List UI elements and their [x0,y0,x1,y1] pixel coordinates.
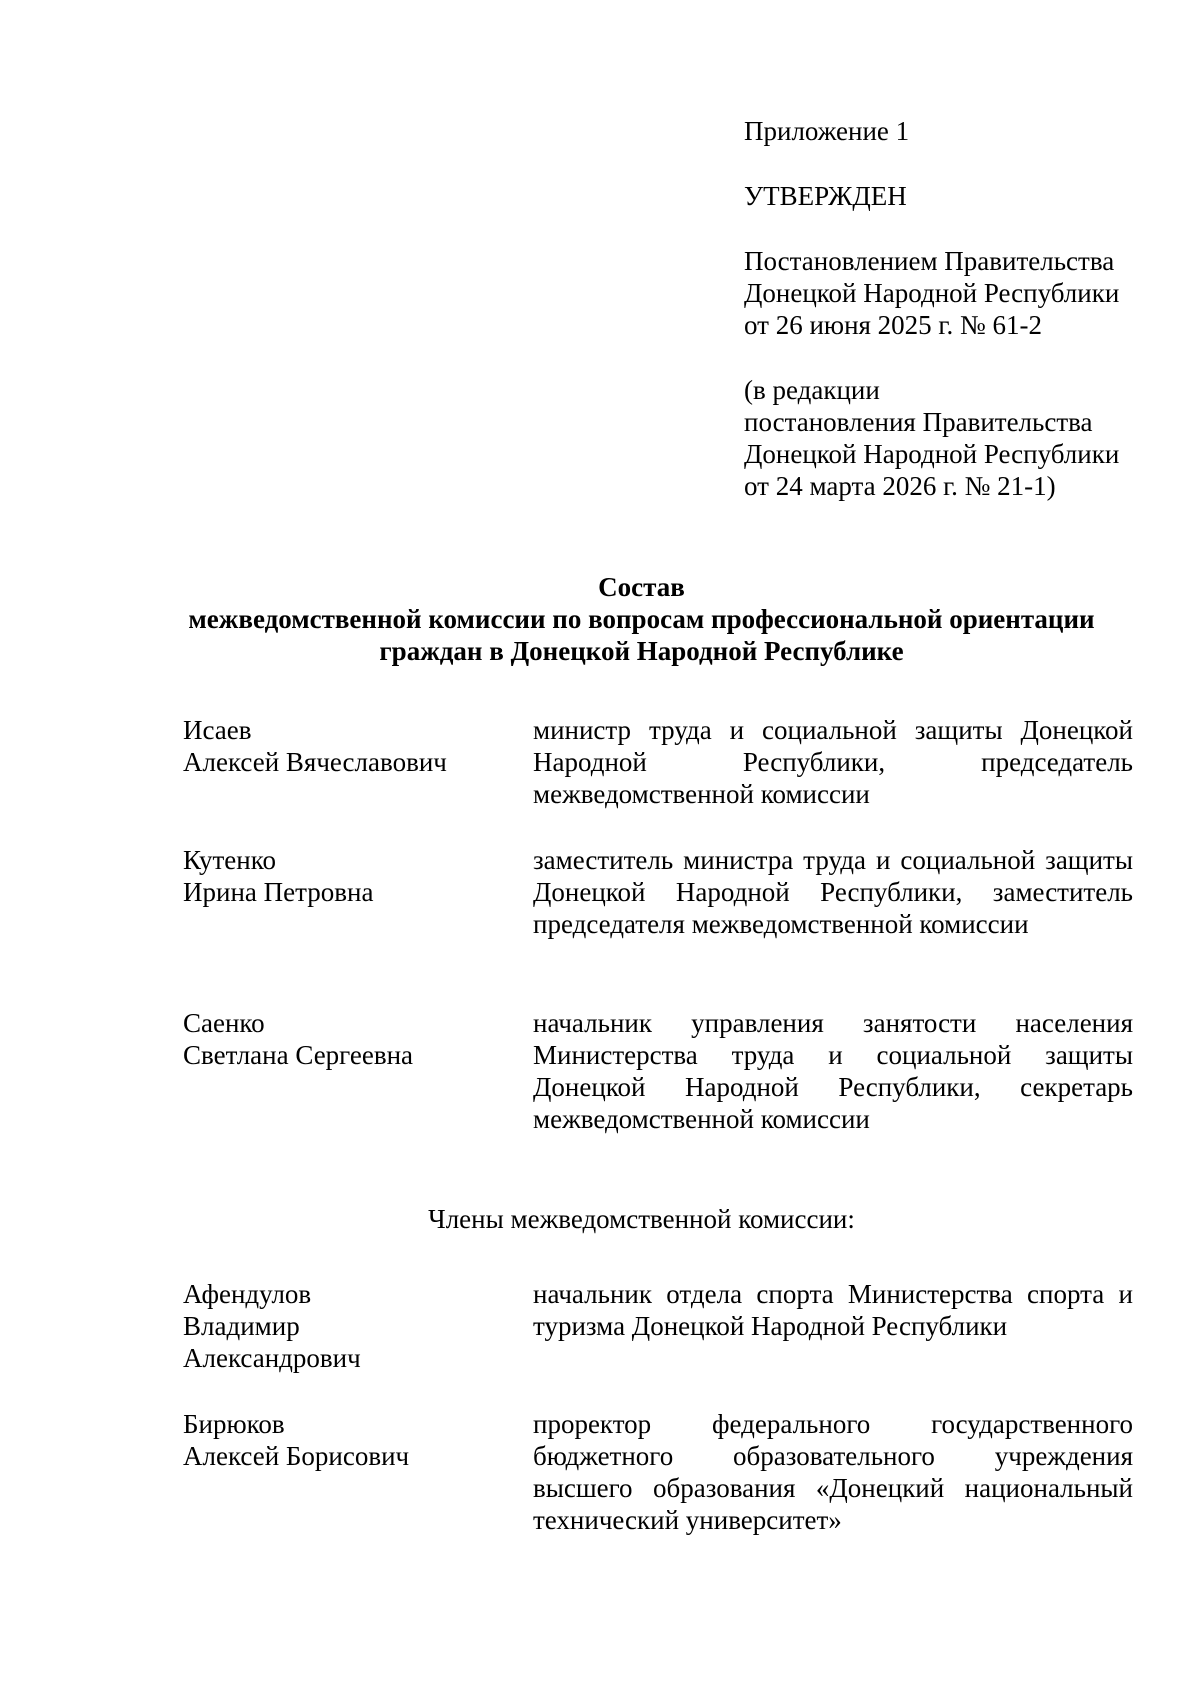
document-title [150,571,1133,667]
person-given-name: Светлана Сергеевна [183,1040,414,1070]
title-line: межведомственной комиссии по вопросам профессиональной ориентации [188,604,1095,634]
person-surname: Бирюков [183,1409,285,1439]
person-role: начальник отдела спорта Министерства спорта и туризма Донецкой Народной Республики [533,1279,1133,1341]
person-given-name: Ирина Петровна [183,877,374,907]
person-entry [183,714,1133,810]
leaders-list [183,714,1133,810]
person-name [183,1408,533,1536]
person-entry [183,1408,1133,1536]
approval-block [744,115,1164,502]
person-name [183,714,533,810]
person-role: начальник управления занятости населения Министерства труда и социальной защиты Донецкой Народной Республики, секретарь межведомственной комиссии [533,1008,1133,1134]
person-given-name: Владимир [183,1311,300,1341]
edition-line: Донецкой Народной Республики [744,439,1120,469]
title-line: граждан в Донецкой Народной Республике [379,636,904,666]
person-role: проректор федерального государственного бюджетного образовательного учреждения высшего образования «Донецкий национальный технический университет» [533,1409,1133,1535]
members-list [183,1408,1133,1536]
edition-line: постановления Правительства [744,407,1093,437]
person-surname: Исаев [183,715,252,745]
person-surname: Афендулов [183,1279,312,1309]
person-given-name: Алексей Вячеславович [183,747,447,777]
person-name [183,1007,533,1135]
decree-date: от 26 июня 2025 г. № 61-2 [744,310,1042,340]
decree-line: Донецкой Народной Республики [744,278,1120,308]
person-entry [183,1007,1133,1135]
title-line: Состав [598,572,685,602]
approved-label: УТВЕРЖДЕН [744,181,907,211]
person-surname: Саенко [183,1008,265,1038]
person-name [183,1278,533,1374]
leaders-list [183,1007,1133,1135]
edition-date: от 24 марта 2026 г. № 21-1) [744,471,1056,501]
decree-line: Постановлением Правительства [744,246,1115,276]
person-role: министр труда и социальной защиты Донецкой Народной Республики, председатель межведомственной комиссии [533,715,1133,809]
person-surname: Кутенко [183,845,276,875]
person-role: заместитель министра труда и социальной защиты Донецкой Народной Республики, заместитель председателя межведомственной комиссии [533,845,1133,939]
appendix-label: Приложение 1 [744,116,910,146]
person-entry [183,1278,1133,1374]
person-name [183,844,533,940]
members-list [183,1278,1133,1374]
person-entry [183,844,1133,940]
leaders-list [183,844,1133,940]
person-patronymic: Александрович [183,1343,361,1373]
person-given-name: Алексей Борисович [183,1441,410,1471]
members-heading: Члены межведомственной комиссии: [428,1204,855,1234]
edition-line: (в редакции [744,375,880,405]
